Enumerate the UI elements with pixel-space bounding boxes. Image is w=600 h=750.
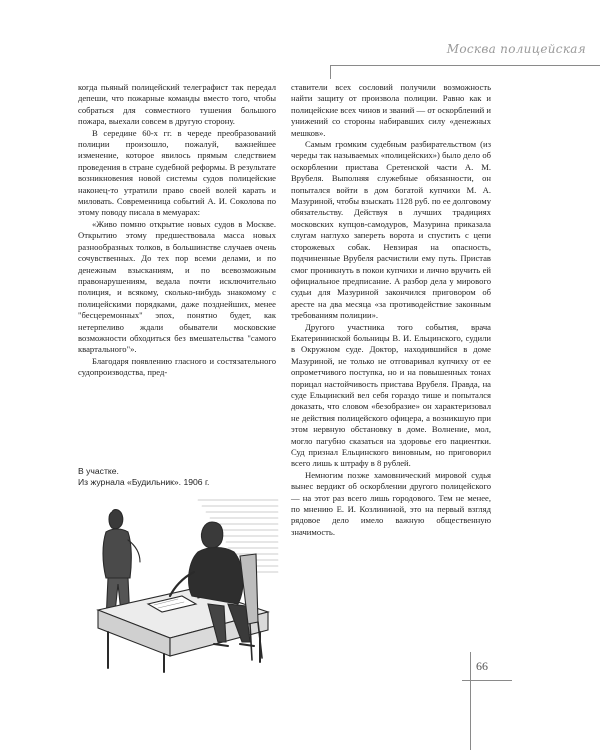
left-text-column xyxy=(78,82,276,379)
paragraph: В середине 60-х гг. в череде преобразований полиции произошло, пожалуй, важнейшее изменение, которое явилось прямым следствием проведения в стране судебной реформы. В результате возникновения новой системы судов полицейские наконец-то утратили право своей волей карать и миловать. Современница событий А. И. Соколова по этому поводу писала в мемуарах: xyxy=(78,127,276,218)
paragraph: Благодаря появлению гласного и состязательного судопроизводства, пред- xyxy=(78,355,276,378)
header-rule-tick xyxy=(330,65,331,79)
running-title: Москва полицейская xyxy=(446,42,586,56)
police-station-engraving xyxy=(78,492,280,674)
illustration-caption xyxy=(78,466,278,488)
page-number: 66 xyxy=(476,659,488,673)
paragraph: Самым громким судебным разбирательством (из череды так называемых «полицейских») было дело об оскорблении пристава Сретенской части А. М. Врубеля. Выполняя служебные обязанности, он попытался войти в дом богатой купчихи М. А. Мазуриной, чтобы взыскать 1128 руб. по ее долговому обязательству. Действуя в лучших традициях московских купцов-самодуров, Мазурина приказала слугам наглухо запереть ворота и спустить с цепи сторожевых собак. Невзирая на опасность, подчиненные Врубеля расчистили ему путь. Пристав смог проникнуть в покои купчихи и лично вручить ей официальное предписание. А разбор дела у мирового судьи для Мазуриной закончился приговором об аресте на два месяца «за противодействие законным требованиям полиции». xyxy=(291,139,491,321)
right-text-column xyxy=(291,82,491,538)
paragraph: Немногим позже хамовнический мировой судья вынес вердикт об оскорблении другого полицейского — на этот раз всего лишь городового. Тем не менее, по мнению Е. И. Козлининой, это на первый взгляд рядовое дело имело важную общественную значимость. xyxy=(291,469,491,537)
header-rule xyxy=(330,65,600,66)
paragraph: Другого участника того события, врача Екатерининской больницы В. И. Ельцинского, судили в Окружном суде. Доктор, находившийся в доме Мазуриной, не только не отговаривал купчиху от ее опрометчивого поступка, но и на повышенных тонах порицал настойчивость пристава Врубеля. Правда, на суде Ельцинский вел себя гораздо тише и попытался доказать, что словом «безобразие» он характеризовал не действия полицейского офицера, а возникшую при этом нервную обстановку в доме. Волнение, мол, могло пагубно сказаться на здоровье его пациентки. Суд признал Ельцинского виновным, но приговорил всего лишь к штрафу в 8 рублей. xyxy=(291,321,491,469)
quote-paragraph: «Живо помню открытие новых судов в Москве. Открытию этому предшествовала масса новых разнообразных толков, в большинстве случаев очень сочувственных. До тех пор всеми делами, и по денежным взысканиям, и по всевозможным правонарушениям, ведала почти исключительно полиция, и всякому, сколько-нибудь знакомому с полицейскими порядками, даже позднейших, менее "бесцеремонных" эпох, понятно будет, как нетерпеливо ждали обыватели московские возможности обходиться без вмешательства "самого квартального"». xyxy=(78,218,276,355)
caption-source: Из журнала «Будильник». 1906 г. xyxy=(78,477,210,487)
page-number-rule xyxy=(462,680,512,681)
caption-title: В участке. xyxy=(78,466,119,476)
paragraph: когда пьяный полицейский телеграфист так передал депеши, что пожарные команды вместо того, чтобы собраться для совместного тушения большого пожара, выехали совсем в другую сторону. xyxy=(78,82,276,127)
paragraph: ставители всех сословий получили возможность найти защиту от произвола полиции. Равно как и полицейские всех чинов и званий — от оскорблений и унижений со стороны набиравших силу «денежных мешков». xyxy=(291,82,491,138)
